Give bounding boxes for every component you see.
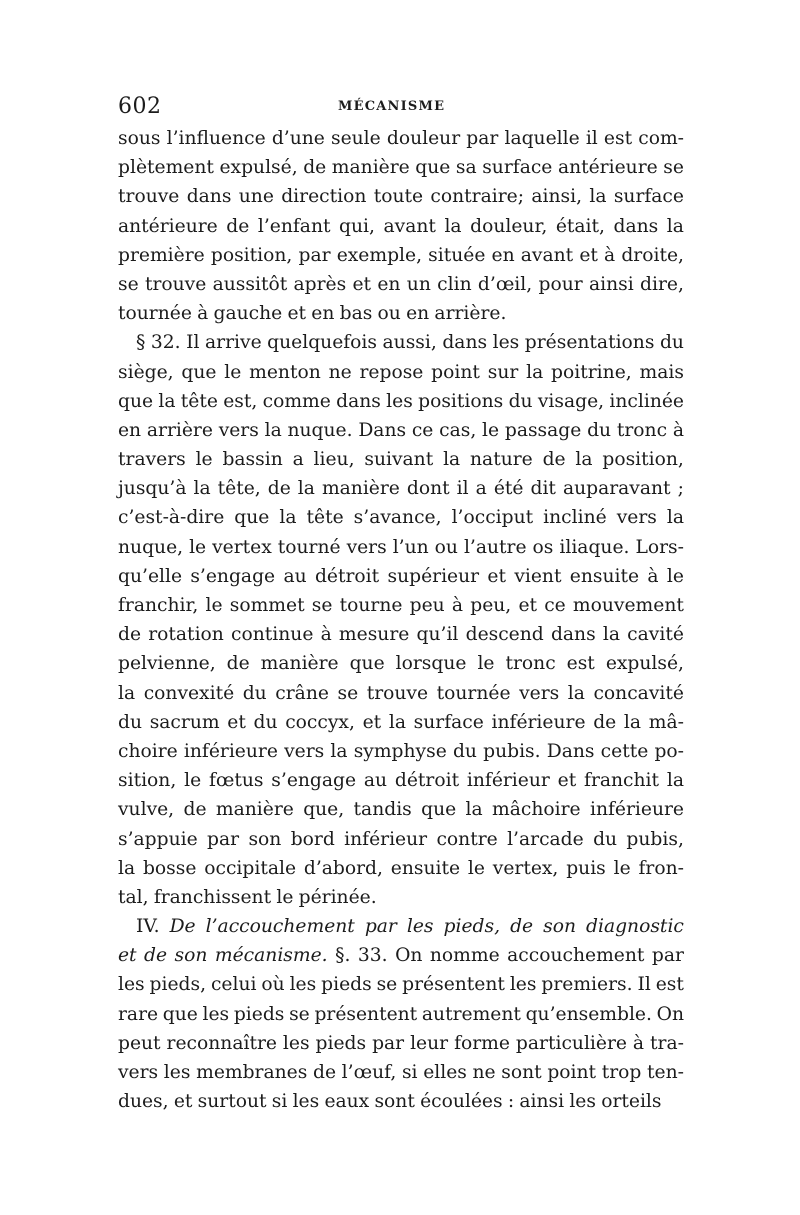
text-line: du sacrum et du coccyx, et la surface inférieure de la mâ- (118, 711, 684, 733)
text-line: se trouve aussitôt après et en un clin d’œil, pour ainsi dire, (118, 273, 684, 295)
text-line: la bosse occipitale d’abord, ensuite le vertex, puis le fron- (118, 857, 684, 879)
text-line: sous l’influence d’une seule douleur par laquelle il est com- (118, 128, 684, 149)
page-body-text (118, 124, 684, 1116)
text-line: siège, que le menton ne repose point sur la poitrine, mais (118, 361, 684, 383)
page-header (118, 94, 678, 124)
text-line: que la tête est, comme dans les positions du visage, inclinée (118, 390, 684, 412)
text-line: sition, le fœtus s’engage au détroit inférieur et franchit la (118, 770, 684, 792)
text-line: qu’elle s’engage au détroit supérieur et vient ensuite à le (118, 565, 684, 587)
text-line: jusqu’à la tête, de la manière dont il a été dit auparavant ; (118, 478, 684, 500)
text-line: plètement expulsé, de manière que sa surface antérieure se (118, 157, 684, 179)
text-line: dues, et surtout si les eaux sont écoulées : ainsi les orteils (118, 1091, 662, 1113)
text-line: tournée à gauche et en bas ou en arrière. (118, 303, 507, 325)
text-line: trouve dans une direction toute contraire; ainsi, la surface (118, 186, 684, 208)
text-line: et de son mécanisme. §. 33. On nomme accouchement par (118, 945, 684, 967)
text-line: les pieds, celui où les pieds se présentent les premiers. Il est (118, 974, 684, 996)
text-line: travers le bassin a lieu, suivant la nature de la position, (118, 449, 684, 471)
text-line: nuque, le vertex tourné vers l’un ou l’autre os iliaque. Lors- (118, 536, 684, 558)
text-line: c’est-à-dire que la tête s’avance, l’occiput incliné vers la (118, 507, 684, 529)
page-number: 602 (118, 94, 162, 119)
text-line: § 32. Il arrive quelquefois aussi, dans les présentations du (136, 332, 684, 354)
text-line: pelvienne, de manière que lorsque le tronc est expulsé, (118, 653, 684, 675)
text-line: la convexité du crâne se trouve tournée vers la concavité (118, 682, 684, 704)
text-line: vers les membranes de l’œuf, si elles ne sont point trop ten- (118, 1062, 684, 1083)
text-line: première position, par exemple, située en avant et à droite, (118, 244, 684, 266)
text-line: choire inférieure vers la symphyse du pubis. Dans cette po- (118, 740, 684, 762)
text-line: vulve, de manière que, tandis que la mâchoire inférieure (118, 799, 684, 821)
text-line: IV. De l’accouchement par les pieds, de son diagnostic (136, 916, 684, 938)
text-line: tal, franchissent le périnée. (118, 886, 377, 908)
text-line: rare que les pieds se présentent autrement qu’ensemble. On (118, 1003, 684, 1025)
text-line: s’appuie par son bord inférieur contre l’arcade du pubis, (118, 828, 684, 850)
text-line: franchir, le sommet se tourne peu à peu, et ce mouvement (118, 595, 684, 616)
text-line: de rotation continue à mesure qu’il descend dans la cavité (118, 624, 684, 646)
running-title: MÉCANISME (338, 99, 446, 114)
text-line: en arrière vers la nuque. Dans ce cas, le passage du tronc à (118, 419, 684, 441)
text-line: antérieure de l’enfant qui, avant la douleur, était, dans la (118, 215, 684, 237)
text-line: peut reconnaître les pieds par leur forme particulière à tra- (118, 1032, 684, 1054)
